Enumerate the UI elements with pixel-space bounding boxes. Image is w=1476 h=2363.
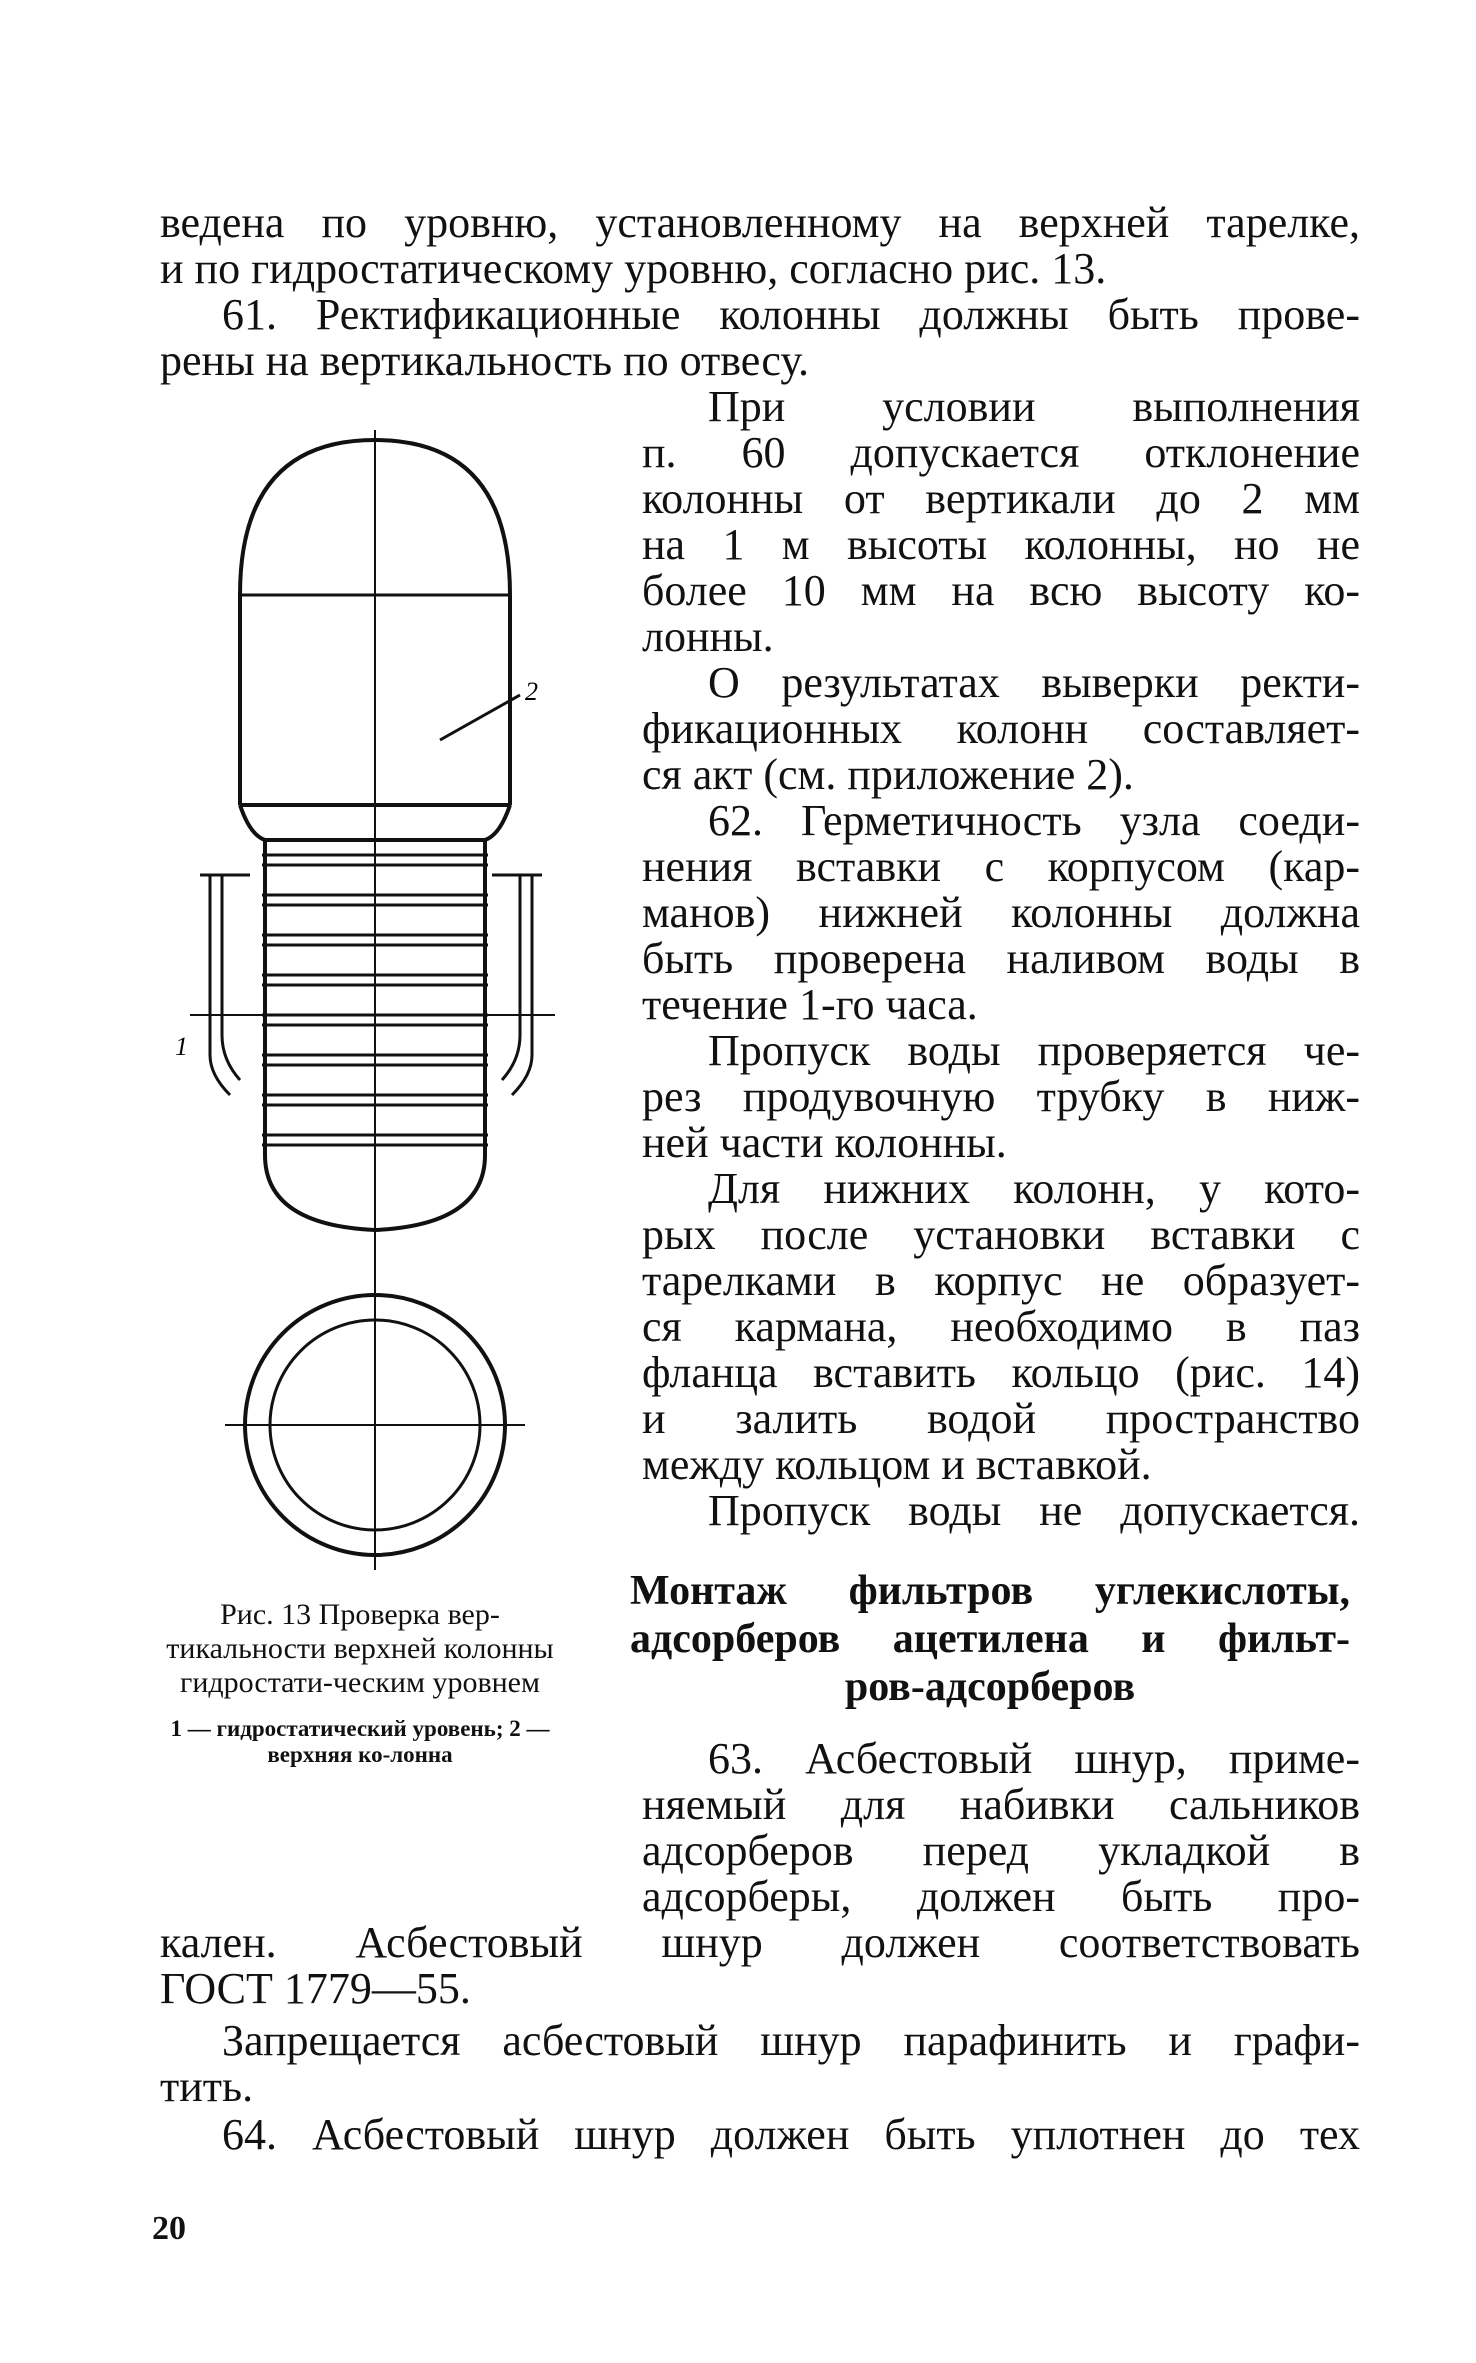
text-line: рых после установки вставки с — [642, 1210, 1360, 1259]
text-line: 64. Асбестовый шнур должен быть уплотнен до тех — [222, 2110, 1360, 2159]
text-line: рены на вертикальность по отвесу. — [160, 336, 809, 385]
text-line: на 1 м высоты колонны, но не — [642, 520, 1360, 569]
text-line: ней части колонны. — [642, 1118, 1007, 1167]
text-line: течение 1-го часа. — [642, 980, 978, 1029]
text-line: более 10 мм на всю высоту ко- — [642, 566, 1360, 615]
page-number: 20 — [152, 2210, 186, 2247]
text-line: 63. Асбестовый шнур, приме- — [708, 1734, 1360, 1783]
text-line: между кольцом и вставкой. — [642, 1440, 1152, 1489]
text-line: Запрещается асбестовый шнур парафинить и графи- — [222, 2016, 1360, 2065]
text-line: быть проверена наливом воды в — [642, 934, 1360, 983]
text-line: Для нижних колонн, у кото- — [708, 1164, 1360, 1213]
figure-caption: Рис. 13 Проверка вер-тикальности верхней колонны гидростати-ческим уровнем — [166, 1598, 554, 1699]
text-line: Пропуск воды не допускается. — [708, 1486, 1360, 1535]
text-line: няемый для набивки сальников — [642, 1780, 1360, 1829]
section-heading — [630, 1567, 1350, 1711]
text-line: 62. Герметичность узла соеди- — [708, 796, 1360, 845]
text-line: адсорберов перед укладкой в — [642, 1826, 1360, 1875]
heading-line: адсорберов ацетилена и фильт- — [630, 1616, 1350, 1662]
text-line: фланца вставить кольцо (рис. 14) — [642, 1348, 1360, 1397]
text-line: рез продувочную трубку в ниж- — [642, 1072, 1360, 1121]
text-line: тить. — [160, 2062, 254, 2111]
text-line: Пропуск воды проверяется че- — [708, 1026, 1360, 1075]
text-line: п. 60 допускается отклонение — [642, 428, 1360, 477]
text-line: лонны. — [642, 612, 774, 661]
text-line: При условии выполнения — [708, 382, 1360, 431]
text-line: ся кармана, необходимо в паз — [642, 1302, 1360, 1351]
text-line: нения вставки с корпусом (кар- — [642, 842, 1360, 891]
heading-line: Монтаж фильтров углекислоты, — [630, 1568, 1350, 1614]
label-1: 1 — [175, 1032, 188, 1061]
text-line: 61. Ректификационные колонны должны быть прове- — [222, 290, 1360, 339]
figure-caption-block — [150, 1598, 570, 1768]
text-line: тарелками в корпус не образует- — [642, 1256, 1360, 1305]
text-line: колонны от вертикали до 2 мм — [642, 474, 1360, 523]
text-line: фикационных колонн составляет- — [642, 704, 1360, 753]
text-line: ся акт (см. приложение 2). — [642, 750, 1134, 799]
text-line: кален. Асбестовый шнур должен соответствовать — [160, 1918, 1360, 1967]
text-line: О результатах выверки ректи- — [708, 658, 1360, 707]
column-drawing — [170, 415, 570, 1585]
text-line: ГОСТ 1779—55. — [160, 1964, 471, 2013]
text-line: ведена по уровню, установленному на верхней тарелке, — [160, 198, 1360, 247]
text-line: и залить водой пространство — [642, 1394, 1360, 1443]
heading-line: ров-адсорберов — [844, 1664, 1136, 1710]
text-line: манов) нижней колонны должна — [642, 888, 1360, 937]
label-2: 2 — [525, 677, 538, 706]
figure-13 — [170, 415, 570, 1585]
text-line: адсорберы, должен быть про- — [642, 1872, 1360, 1921]
figure-legend: 1 — гидростатический уровень; 2 — верхняя ко-лонна — [170, 1716, 550, 1767]
text-line: и по гидростатическому уровню, согласно рис. 13. — [160, 244, 1107, 293]
